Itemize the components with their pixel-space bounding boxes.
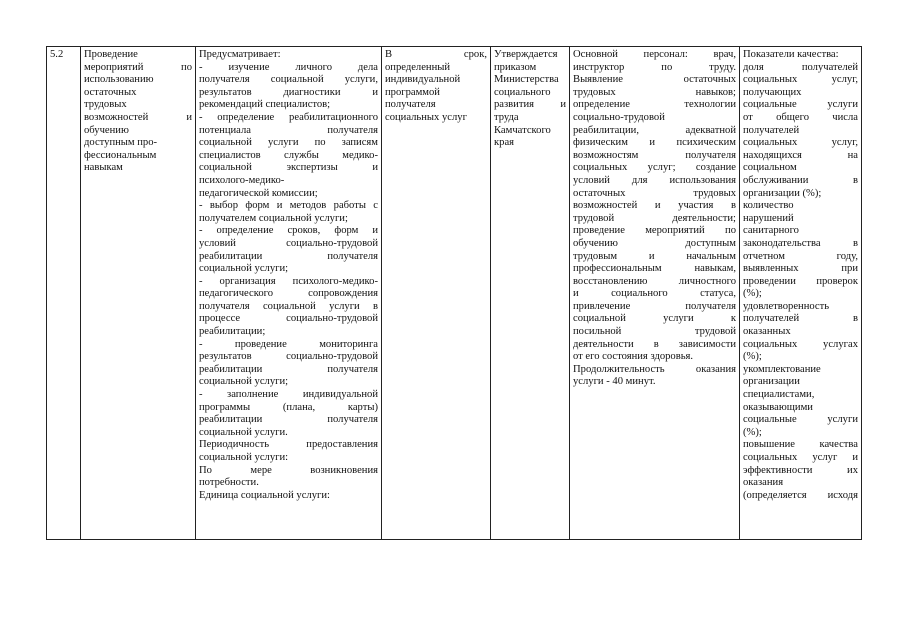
- quality-indicators-cell: [740, 47, 862, 540]
- text-line: педагогической комиссии;: [199, 187, 318, 199]
- text-line: возможностям получателя: [573, 149, 736, 161]
- text-line: навыкам: [84, 162, 123, 174]
- text-line: (%);: [743, 288, 762, 300]
- text-line: социальной услуги по записям: [199, 137, 378, 149]
- text-line: рекомендаций специалистов;: [199, 99, 331, 111]
- text-line: развития и: [494, 99, 566, 111]
- text-line: и социального статуса,: [573, 288, 736, 300]
- text-line: Периодичность предоставления: [199, 439, 378, 451]
- text-line: остаточных трудовых: [573, 187, 736, 199]
- text-line: отчетном году,: [743, 250, 858, 262]
- service-description-cell: [196, 47, 382, 540]
- text-line: восстановлению личностного: [573, 275, 736, 287]
- text-line: укомплектование: [743, 363, 821, 375]
- text-line: потенциала получателя: [199, 124, 378, 136]
- text-line: Выявление остаточных: [573, 74, 736, 86]
- text-line: - заполнение индивидуальной: [199, 389, 378, 401]
- text-line: условий социально-трудовой: [199, 237, 378, 249]
- text-line: социальных услуг; создание: [573, 162, 736, 174]
- text-line: социальные услуги: [743, 99, 858, 111]
- text-line: края: [494, 137, 515, 149]
- text-line: (определяется исходя: [743, 489, 858, 501]
- text-line: (%);: [743, 351, 762, 363]
- text-line: реабилитации получателя: [199, 414, 378, 426]
- text-line: - изучение личного дела: [199, 61, 378, 73]
- text-line: определение технологии: [573, 99, 736, 111]
- row-number: 5.2: [50, 49, 64, 60]
- text-line: трудовых навыков;: [573, 86, 736, 98]
- text-line: повышение качества: [743, 439, 858, 451]
- text-line: - определение реабилитационного: [199, 111, 378, 123]
- text-line: реабилитации получателя: [199, 250, 378, 262]
- text-line: социальных услуг,: [743, 137, 858, 149]
- table-row: [47, 47, 862, 540]
- text-line: результатов диагностики и: [199, 86, 378, 98]
- text-line: получателя: [385, 99, 436, 111]
- text-line: удовлетворенность: [743, 300, 830, 312]
- text-line: получателя социальной услуги,: [199, 74, 378, 86]
- text-line: реабилитации получателя: [199, 363, 378, 375]
- text-line: оказания: [743, 477, 784, 489]
- text-line: труда: [494, 111, 519, 123]
- text-line: приказом: [494, 61, 537, 73]
- service-title-cell: [81, 47, 196, 540]
- row-number-cell: [47, 47, 81, 540]
- text-line: социальных услуг и: [743, 452, 858, 463]
- text-line: Продолжительность оказания: [573, 363, 736, 375]
- service-approval-cell: [491, 47, 570, 540]
- text-line: - проведение мониторинга: [199, 338, 378, 350]
- text-line: получателем социальной услуги;: [199, 212, 348, 224]
- text-line: реабилитации;: [199, 326, 266, 338]
- text-line: профессиональным навыкам,: [573, 263, 736, 275]
- text-line: Проведение: [84, 49, 138, 60]
- text-line: доля получателей: [743, 61, 858, 73]
- text-line: условий для использования: [573, 174, 736, 186]
- text-line: организации (%);: [743, 187, 822, 199]
- text-line: программы (плана, карты): [199, 401, 378, 413]
- text-line: проведение мероприятий по: [573, 225, 736, 237]
- text-line: социальной услуги;: [199, 376, 289, 388]
- text-line: потребности.: [199, 477, 259, 489]
- text-line: социальных услугах: [743, 338, 858, 350]
- text-line: социально-трудовой: [573, 111, 665, 123]
- text-line: трудовой деятельности;: [573, 212, 736, 224]
- text-line: обучению: [84, 124, 129, 136]
- text-line: - определение сроков, форм и: [199, 225, 378, 237]
- text-line: от его состояния здоровья.: [573, 351, 694, 363]
- text-line: остаточных: [84, 86, 137, 98]
- text-line: физическим и психическим: [573, 137, 736, 149]
- text-line: от общего числа: [743, 111, 858, 123]
- text-line: результатов социально-трудовой: [199, 351, 378, 363]
- text-line: индивидуальной: [385, 74, 461, 86]
- text-line: обслуживании в: [743, 174, 858, 186]
- text-line: нарушений: [743, 212, 794, 224]
- text-line: специалистами,: [743, 389, 815, 401]
- text-line: социальном: [743, 162, 797, 174]
- services-table: [46, 46, 862, 540]
- text-line: фессиональным: [84, 149, 157, 161]
- text-line: Основной персонал: врач,: [573, 49, 736, 60]
- text-line: По мере возникновения: [199, 464, 378, 476]
- text-line: социальные услуги: [743, 414, 858, 426]
- text-line: услуги - 40 минут.: [573, 376, 656, 388]
- text-line: программой: [385, 86, 440, 98]
- text-line: проведении проверок: [743, 275, 858, 287]
- text-line: законодательства в: [743, 237, 858, 249]
- text-line: возможностей и: [84, 111, 192, 123]
- service-term-cell: [382, 47, 491, 540]
- text-line: мероприятий по: [84, 61, 192, 73]
- text-line: получателя социальной услуги в: [199, 300, 378, 312]
- text-line: привлечение получателя: [573, 300, 736, 312]
- text-line: (%);: [743, 426, 762, 438]
- text-line: трудовым и начальным: [573, 250, 736, 262]
- text-line: организации: [743, 376, 800, 388]
- text-line: деятельности в зависимости: [573, 338, 736, 350]
- text-line: Показатели качества:: [743, 49, 839, 60]
- text-line: социальных услуг: [385, 111, 467, 123]
- text-line: социальной экспертизы и: [199, 162, 378, 174]
- text-line: посильной трудовой: [573, 326, 736, 338]
- text-line: количество: [743, 200, 794, 212]
- text-line: Единица социальной услуги:: [199, 489, 330, 501]
- text-line: получателей в: [743, 313, 858, 325]
- text-line: социальной услуги:: [199, 452, 289, 463]
- text-line: инструктор по труду.: [573, 61, 736, 73]
- text-line: получающих: [743, 86, 802, 98]
- text-line: эффективности их: [743, 464, 858, 476]
- text-line: обучению доступным: [573, 237, 736, 249]
- text-line: социальной услуги;: [199, 263, 289, 275]
- text-line: социальных услуг,: [743, 74, 858, 86]
- text-line: Камчатского: [494, 124, 551, 136]
- text-line: Предусматривает:: [199, 49, 281, 60]
- text-line: процессе социально-трудовой: [199, 313, 378, 325]
- text-line: доступным про-: [84, 137, 158, 149]
- text-line: Министерства: [494, 74, 559, 86]
- text-line: - выбор форм и методов работы с: [199, 200, 378, 212]
- text-line: находящихся на: [743, 149, 858, 161]
- text-line: Утверждается: [494, 49, 558, 60]
- text-line: оказанных: [743, 326, 791, 338]
- text-line: социальной услуги.: [199, 426, 288, 438]
- text-line: социальной услуги к: [573, 313, 736, 325]
- text-line: определенный: [385, 61, 451, 73]
- text-line: социального: [494, 86, 551, 98]
- text-line: психолого-медико-: [199, 174, 285, 186]
- text-line: - организация психолого-медико-: [199, 275, 378, 287]
- text-line: В срок,: [385, 49, 487, 60]
- text-line: оказывающими: [743, 401, 813, 413]
- text-line: возможностей и участия в: [573, 200, 736, 212]
- service-conditions-cell: [570, 47, 740, 540]
- text-line: получателей: [743, 124, 800, 136]
- text-line: трудовых: [84, 99, 127, 111]
- text-line: выявленных при: [743, 263, 858, 275]
- text-line: использованию: [84, 74, 154, 86]
- text-line: реабилитации, адекватной: [573, 124, 736, 136]
- text-line: санитарного: [743, 225, 799, 237]
- text-line: специалистов службы медико-: [199, 149, 378, 161]
- text-line: педагогического сопровождения: [199, 288, 378, 300]
